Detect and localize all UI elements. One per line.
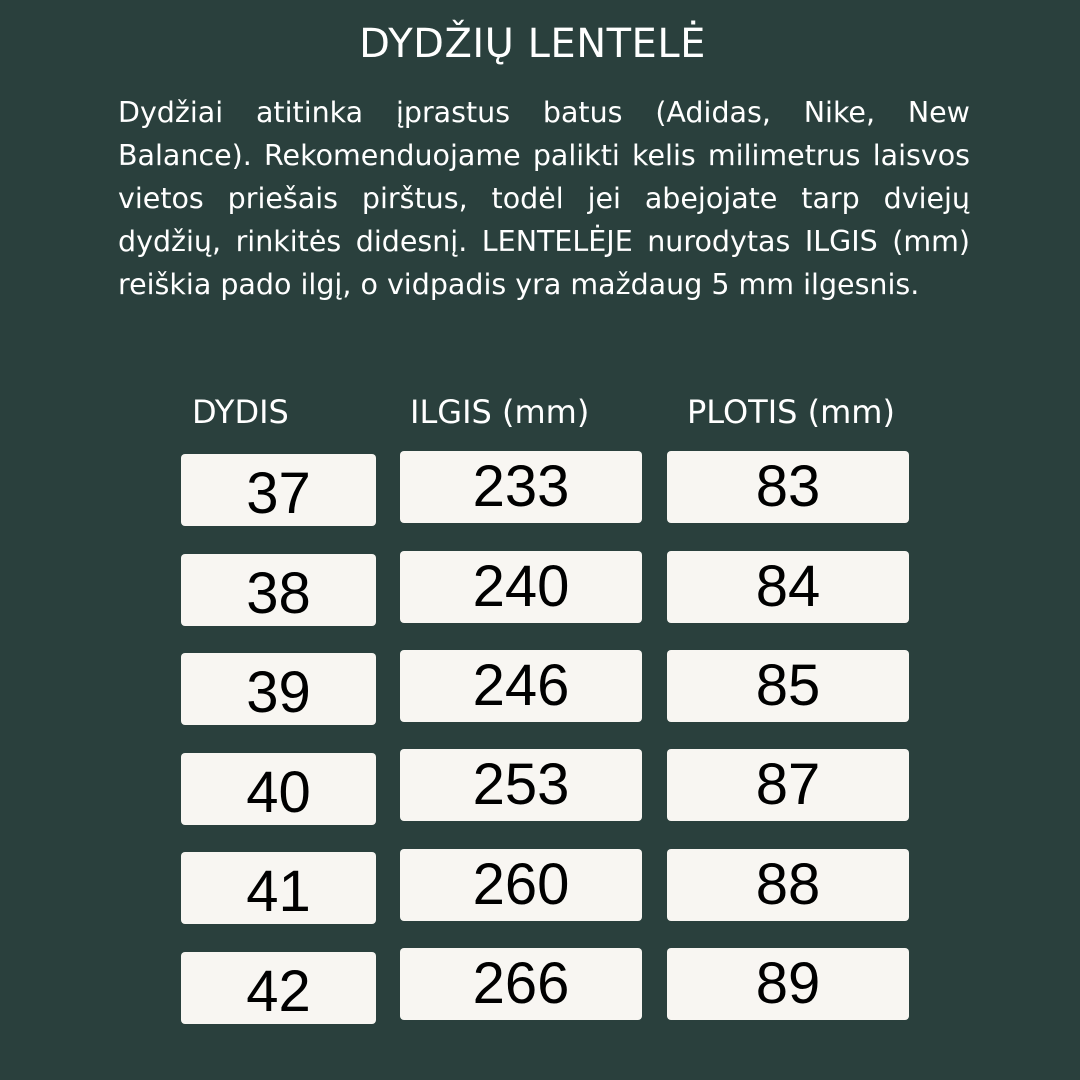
column-header-length: ILGIS (mm) <box>410 393 590 431</box>
width-cell: 85 <box>667 650 909 722</box>
length-cell: 253 <box>400 749 642 821</box>
length-cell: 240 <box>400 551 642 623</box>
column-header-width: PLOTIS (mm) <box>687 393 895 431</box>
width-cell: 88 <box>667 849 909 921</box>
width-cell: 84 <box>667 551 909 623</box>
size-cell: 40 <box>181 753 376 825</box>
width-cell: 89 <box>667 948 909 1020</box>
size-cell: 37 <box>181 454 376 526</box>
width-cell: 87 <box>667 749 909 821</box>
column-header-size: DYDIS <box>192 393 289 431</box>
size-cell: 41 <box>181 852 376 924</box>
size-cell: 42 <box>181 952 376 1024</box>
size-cell: 39 <box>181 653 376 725</box>
length-cell: 246 <box>400 650 642 722</box>
length-cell: 260 <box>400 849 642 921</box>
length-cell: 266 <box>400 948 642 1020</box>
length-cell: 233 <box>400 451 642 523</box>
page-title: DYDŽIŲ LENTELĖ <box>359 21 706 67</box>
width-cell: 83 <box>667 451 909 523</box>
intro-paragraph: Dydžiai atitinka įprastus batus (Adidas, Nike, New Balance). Rekomenduojame palikti kelis milimetrus laisvos vietos priešais pirštus, todėl jei abejojate tarp dviejų dydžių, rinkitės didesnį. LENTELĖJE nurodytas ILGIS (mm) reiškia pado ilgį, o vidpadis yra maždaug 5 mm ilgesnis. <box>118 96 970 301</box>
size-cell: 38 <box>181 554 376 626</box>
